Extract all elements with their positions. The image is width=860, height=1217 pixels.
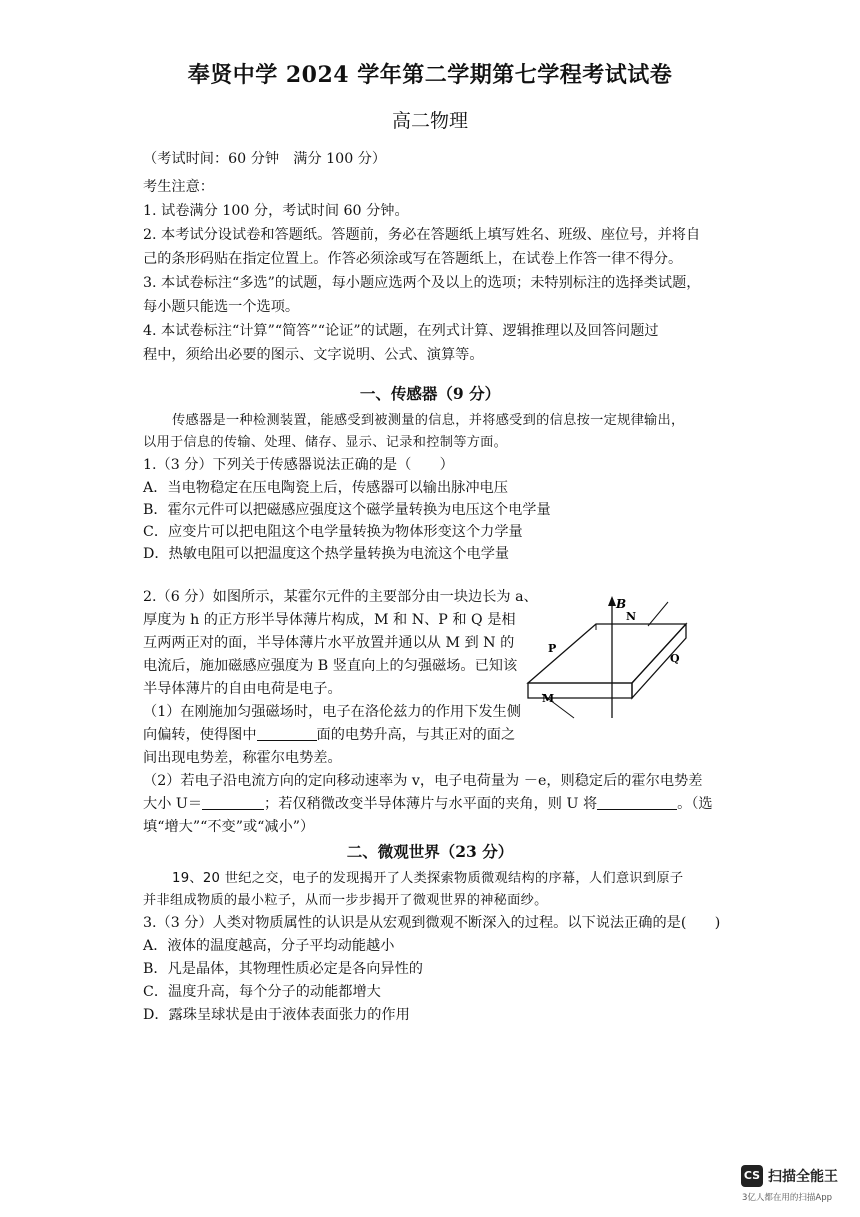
sub-question: 填“增大”“不变”或“减小”）: [143, 819, 315, 835]
exam-subject: 高二物理: [391, 110, 468, 132]
answer-blank[interactable]: [257, 726, 317, 741]
option-d: D．露珠呈球状是由于液体表面张力的作用: [143, 1007, 410, 1023]
question-stem: 1.（3 分）下列关于传感器说法正确的是（ ）: [143, 457, 454, 473]
hall-element-figure: [518, 590, 698, 720]
section-intro: 并非组成物质的最小粒子，从而一步步揭开了微观世界的神秘面纱。: [143, 893, 548, 908]
section-intro: 传感器是一种检测装置，能感受到被测量的信息，并将感受到的信息按一定规律输出，: [172, 413, 685, 428]
label-n: N: [626, 610, 637, 623]
notice-line: 己的条形码贴在指定位置上。作答必须涂或写在答题纸上，在试卷上作答一律不得分。: [143, 251, 683, 267]
notice-line: 4. 本试卷标注“计算”“简答”“论证”的试题，在列式计算、逻辑推理以及回答问题过: [143, 323, 659, 339]
exam-title: 奉贤中学 2024 学年第二学期第七学程考试试卷: [187, 62, 673, 88]
question-stem: 互两两正对的面，半导体薄片水平放置并通以从 M 到 N 的: [143, 635, 515, 651]
notice-line: 每小题只能选一个选项。: [143, 299, 300, 315]
b-arrow-head-icon: [608, 596, 616, 606]
section-heading: 一、传感器（9 分）: [359, 384, 501, 403]
camscanner-tagline: 3亿人都在用的扫描App: [742, 1193, 833, 1203]
option-c: C．应变片可以把电阻这个电学量转换为物体形变这个力学量: [143, 524, 523, 540]
option-c: C．温度升高，每个分子的动能都增大: [143, 984, 381, 1000]
label-m: M: [542, 692, 555, 705]
question-stem: 3.（3 分）人类对物质属性的认识是从宏观到微观不断深入的过程。以下说法正确的是( ): [143, 915, 721, 931]
answer-blank[interactable]: [202, 795, 264, 810]
label-b: B: [616, 597, 627, 611]
question-stem: 厚度为 h 的正方形半导体薄片构成，M 和 N、P 和 Q 是相: [143, 612, 516, 628]
label-p: P: [548, 642, 557, 655]
label-q: Q: [670, 652, 680, 665]
question-stem: 2.（6 分）如图所示，某霍尔元件的主要部分由一块边长为 a、: [143, 589, 538, 605]
option-d: D．热敏电阻可以把温度这个热学量转换为电流这个电学量: [143, 546, 510, 562]
option-b: B．凡是晶体，其物理性质必定是各向异性的: [143, 961, 423, 977]
leader-n: [648, 602, 668, 626]
section-intro: 以用于信息的传输、处理、储存、显示、记录和控制等方面。: [143, 435, 508, 450]
notice-heading: 考生注意：: [143, 179, 214, 195]
notice-line: 2. 本考试分设试卷和答题纸。答题前，务必在答题纸上填写姓名、班级、座位号，并将自: [143, 227, 701, 243]
notice-line: 3. 本试卷标注“多选”的试题，每小题应选两个及以上的选项；未特别标注的选择类试题，: [143, 275, 701, 291]
sub-question-text: 。（选: [677, 796, 713, 812]
sub-question-text: 向偏转，使得图中: [143, 727, 257, 743]
sub-question-fill: [143, 724, 515, 744]
sub-question: 间出现电势差，称霍尔电势差。: [143, 750, 342, 766]
sub-question-text: 大小 U＝: [143, 796, 203, 812]
option-a: A．液体的温度越高，分子平均动能越小: [143, 938, 395, 954]
sub-question-fill: [143, 793, 713, 813]
option-a: A．当电物稳定在压电陶瓷上后，传感器可以输出脉冲电压: [143, 480, 508, 496]
section-heading: 二、微观世界（23 分）: [346, 842, 514, 861]
answer-blank[interactable]: [597, 795, 677, 810]
option-b: B．霍尔元件可以把磁感应强度这个磁学量转换为电压这个电学量: [143, 502, 551, 518]
camscanner-brand: 扫描全能王: [768, 1169, 838, 1185]
camscanner-logo-icon: CS: [741, 1165, 763, 1187]
sub-question: （2）若电子沿电流方向的定向移动速率为 v，电子电荷量为 －e，则稳定后的霍尔电势差: [143, 773, 703, 789]
sub-question-text: 面的电势升高，与其正对的面之: [316, 727, 516, 743]
sub-question-text: ；若仅稍微改变半导体薄片与水平面的夹角，则 U 将: [264, 796, 598, 812]
section-intro: 19、20 世纪之交，电子的发现揭开了人类探索物质微观结构的序幕，人们意识到原子: [172, 871, 684, 886]
exam-info: （考试时间：60 分钟 满分 100 分）: [143, 151, 387, 167]
notice-line: 程中，须给出必要的图示、文字说明、公式、演算等。: [143, 347, 484, 363]
notice-line: 1. 试卷满分 100 分，考试时间 60 分钟。: [143, 203, 409, 219]
question-stem: 半导体薄片的自由电荷是电子。: [143, 681, 342, 697]
sub-question: （1）在刚施加匀强磁场时，电子在洛伦兹力的作用下发生侧: [143, 704, 521, 720]
question-stem: 电流后，施加磁感应强度为 B 竖直向上的匀强磁场。已知该: [143, 658, 518, 674]
